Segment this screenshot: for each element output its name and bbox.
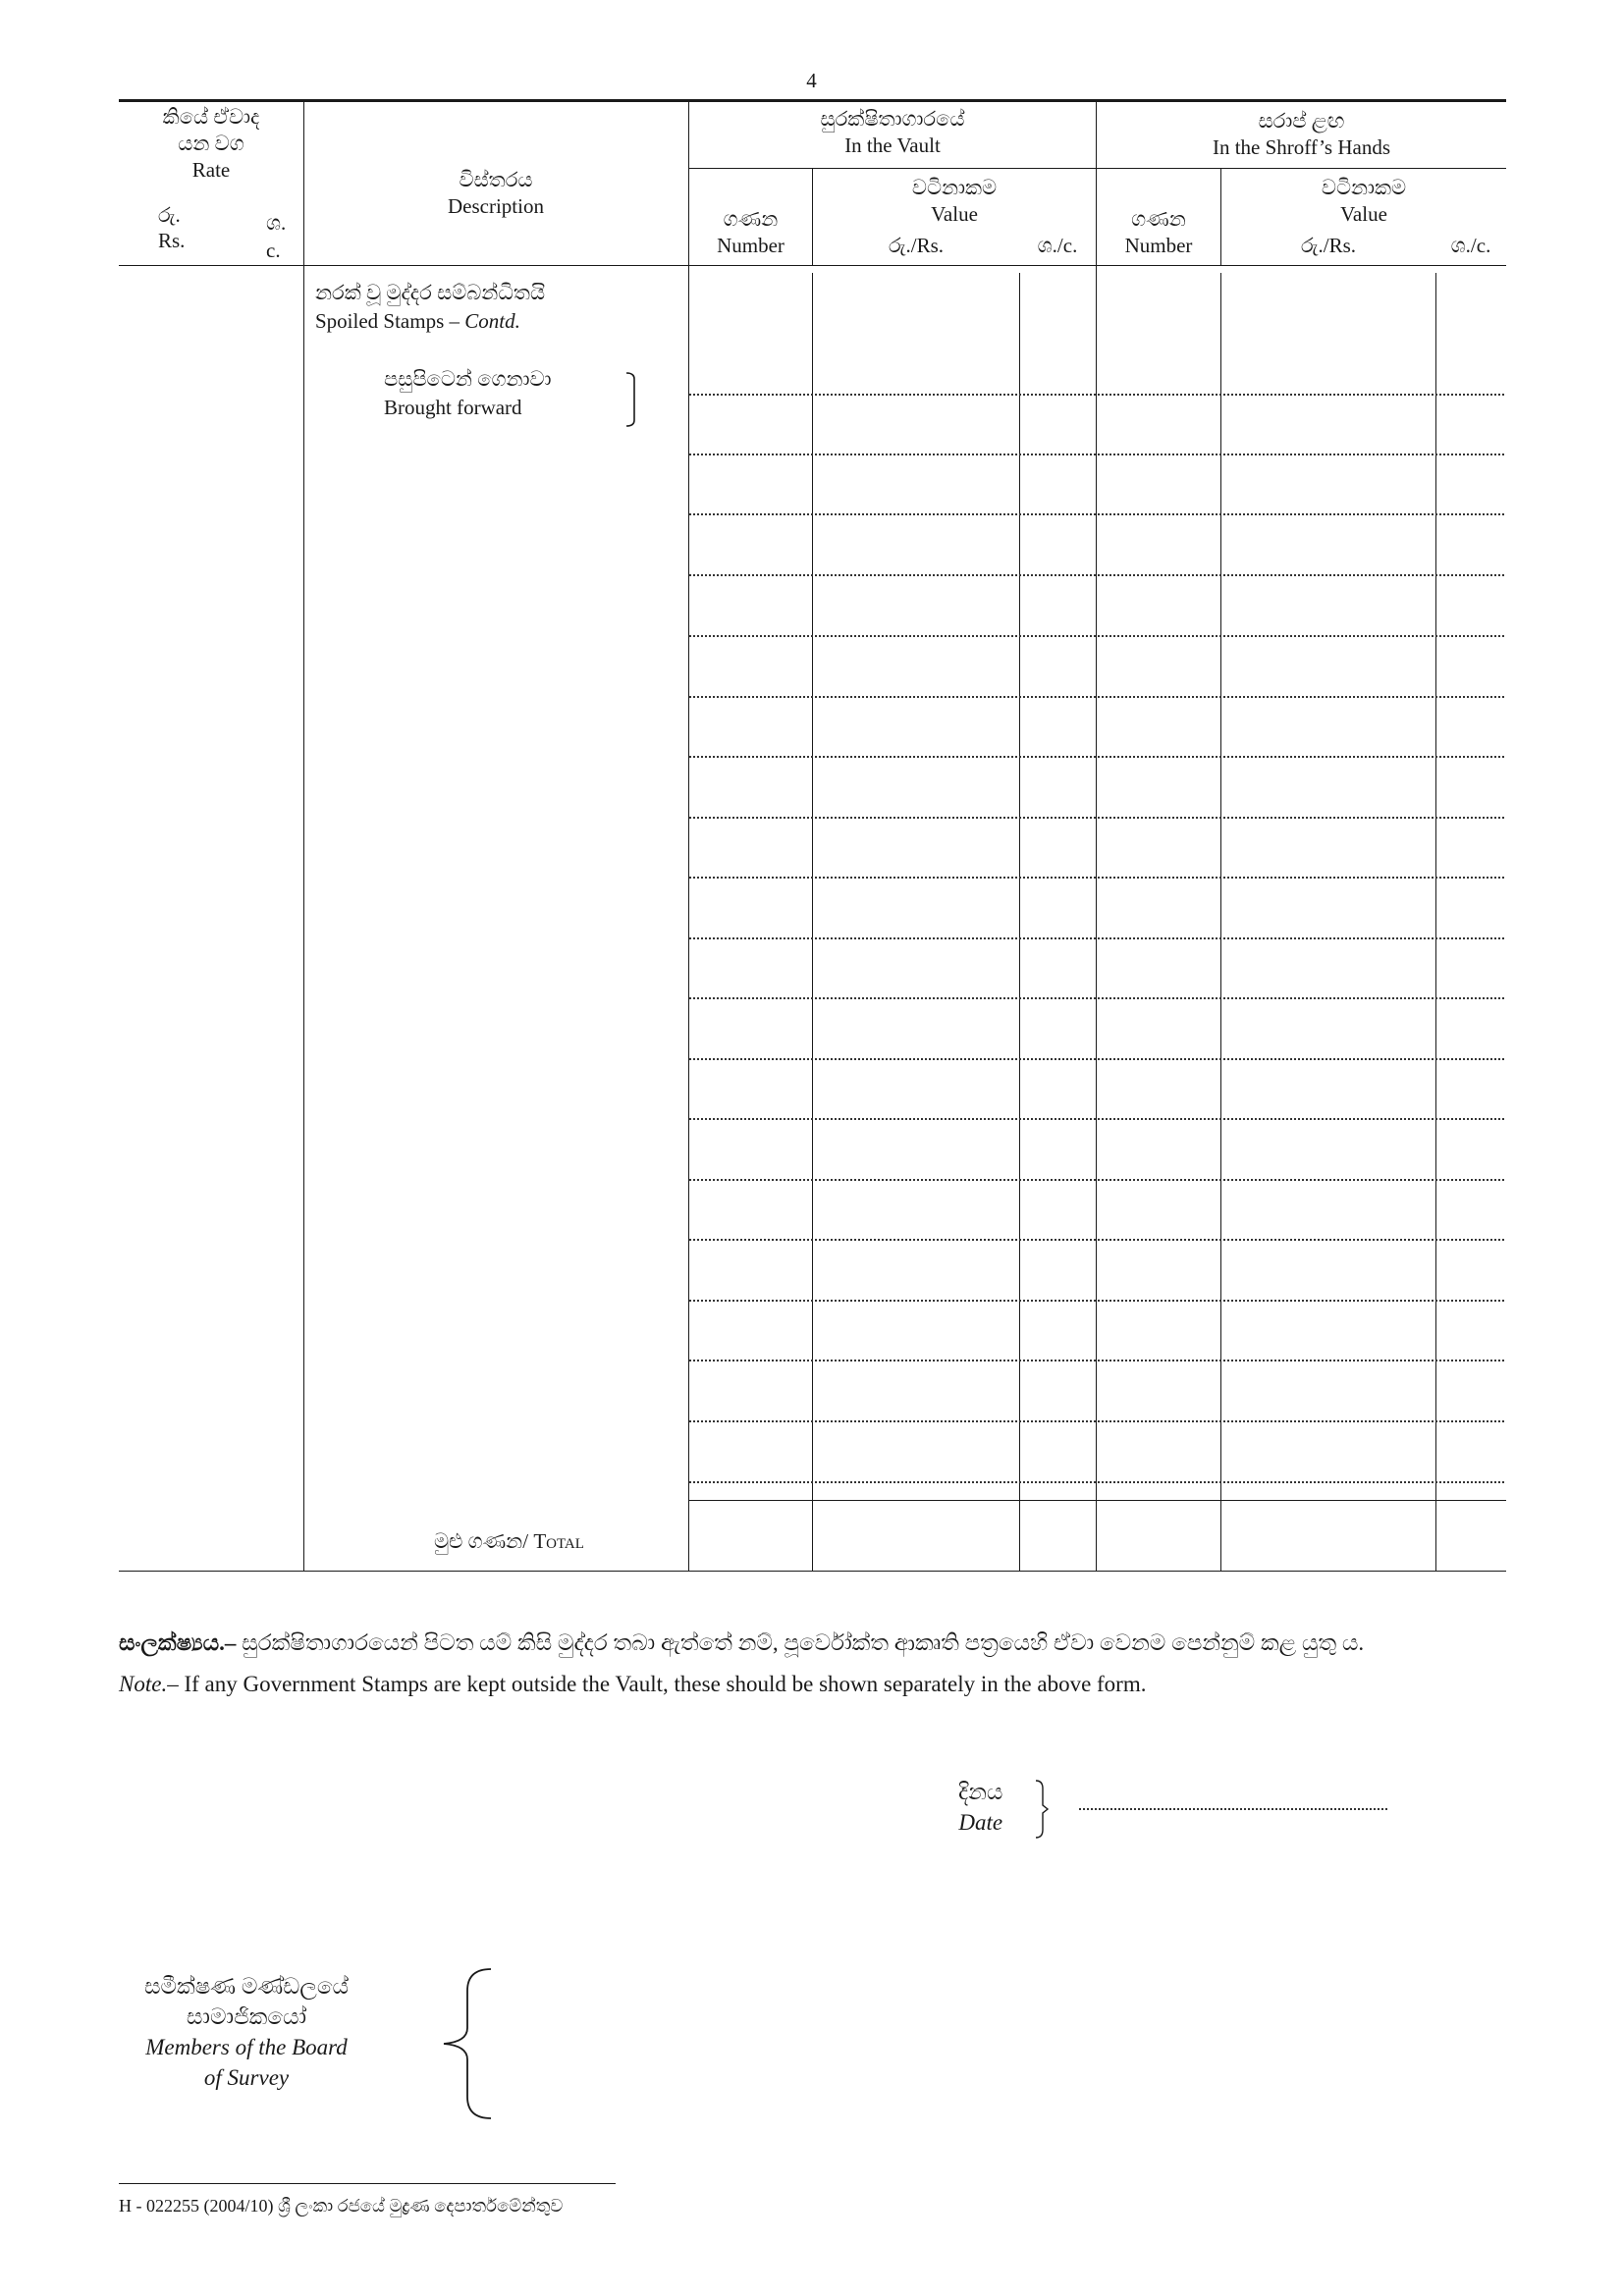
- shroff-c-header: ශ./c.: [1450, 234, 1491, 257]
- shroff-si: සරාප් ළඟ: [1258, 109, 1345, 133]
- vault-value-header: [813, 175, 1096, 228]
- dotted-line[interactable]: [689, 1179, 1504, 1181]
- col-divider-vault: [1096, 102, 1097, 1571]
- section-title-en-italic: Contd.: [464, 309, 520, 333]
- vault-value-en: Value: [931, 202, 978, 226]
- shroff-number-header: [1097, 206, 1220, 259]
- shroff-number-en: Number: [1124, 234, 1193, 257]
- vault-si: සුරක්ෂිතාගාරයේ: [820, 107, 965, 131]
- col-divider-vault-rs: [1019, 273, 1020, 1571]
- dotted-line[interactable]: [689, 1239, 1504, 1241]
- vault-number-en: Number: [717, 234, 784, 257]
- members-si-line1: සමීක්ෂණ මණ්ඩලයේ: [143, 1974, 350, 1999]
- members-en-line1: Members of the Board: [145, 2035, 348, 2059]
- dotted-line[interactable]: [689, 1420, 1504, 1422]
- note-en-label: Note.: [119, 1672, 168, 1696]
- section-title-en: [315, 307, 545, 336]
- rate-c-en: c.: [266, 239, 281, 262]
- dotted-line[interactable]: [689, 394, 1504, 396]
- vault-en: In the Vault: [844, 133, 941, 157]
- shroff-rs-header: රු./Rs.: [1300, 234, 1357, 257]
- members-en-line2: of Survey: [203, 2065, 290, 2090]
- note-english: [119, 1667, 1146, 1701]
- description-en: Description: [448, 194, 544, 218]
- dotted-line[interactable]: [689, 696, 1504, 698]
- shroff-en: In the Shroff’s Hands: [1212, 135, 1390, 159]
- vault-c-header: ශ./c.: [1037, 234, 1078, 257]
- brought-forward-bracket-icon: [624, 371, 640, 428]
- shroff-value-en: Value: [1340, 202, 1387, 226]
- table-top-rule: [119, 99, 1506, 102]
- date-en: Date: [958, 1810, 1003, 1835]
- col-divider-rate: [303, 102, 304, 1571]
- date-input-line[interactable]: [1079, 1808, 1387, 1810]
- rate-header: [119, 104, 303, 184]
- description-si: විස්තරය: [459, 168, 533, 191]
- rate-rs-si: රු.: [158, 203, 181, 227]
- shroff-number-si: ගණන: [1131, 207, 1186, 231]
- dotted-line[interactable]: [689, 877, 1504, 879]
- brought-forward-en: Brought forward: [384, 396, 522, 419]
- dotted-line[interactable]: [689, 1118, 1504, 1120]
- vault-number-si: ගණන: [723, 207, 779, 231]
- dotted-line[interactable]: [689, 513, 1504, 515]
- shroff-value-si: වටිනාකම: [1321, 176, 1407, 199]
- col-divider-vault-number: [812, 273, 813, 1571]
- date-bracket-icon: [1034, 1779, 1050, 1840]
- total-label-si: මුළු ගණන/: [434, 1529, 529, 1553]
- rate-en: Rate: [191, 158, 231, 182]
- total-label-en: Total: [533, 1529, 584, 1553]
- note-si-text: සුරක්ෂිතාගාරයෙන් පිටත යම් කිසි මුද්දර තබා ඇත්තේ නම්, පූර්වෝක්ත ආකෘති පත්‍රයෙහි ඒවා වෙනම පෙන්නුම් කළ යුතු ය.: [236, 1630, 1365, 1655]
- dotted-line[interactable]: [689, 1360, 1504, 1362]
- dotted-line[interactable]: [689, 817, 1504, 819]
- section-title-si: නරක් වූ මුද්දර සම්බන්ධිතයි: [315, 281, 546, 304]
- date-si: දිනය: [958, 1780, 1003, 1804]
- note-si-label: සංලක්ෂ්‍යය.–: [119, 1630, 237, 1655]
- description-header: [303, 167, 688, 220]
- rate-c-si: ශ.: [266, 211, 287, 235]
- shroff-value-header: [1221, 175, 1506, 228]
- section-title: [315, 279, 545, 336]
- footer-rule: [119, 2183, 616, 2184]
- rate-si-line2: යන වග: [178, 132, 244, 155]
- members-brace-icon: [440, 1967, 495, 2120]
- vault-header: [689, 106, 1096, 159]
- vault-number-header: [689, 206, 812, 259]
- vault-rs-header: රු./Rs.: [888, 234, 945, 257]
- dotted-line[interactable]: [689, 635, 1504, 637]
- dotted-line[interactable]: [689, 1058, 1504, 1060]
- dotted-line[interactable]: [689, 454, 1504, 455]
- dotted-line[interactable]: [689, 997, 1504, 999]
- page-number: 4: [806, 69, 817, 92]
- rate-si-line1: කියේ ඒවාද: [162, 105, 260, 129]
- note-en-text: – If any Government Stamps are kept outside the Vault, these should be shown separately in the above form.: [167, 1672, 1147, 1696]
- members-label: [129, 1971, 364, 2093]
- col-divider-shroff-rs: [1435, 273, 1436, 1571]
- note-sinhala: [119, 1626, 1364, 1660]
- col-divider-desc: [688, 102, 689, 1571]
- vault-value-si: වටිනාකම: [911, 176, 998, 199]
- rate-rs-en: Rs.: [158, 229, 186, 252]
- col-divider-shroff-number: [1220, 273, 1221, 1571]
- members-si-line2: සාමාජිකයෝ: [186, 2004, 307, 2029]
- dotted-line[interactable]: [689, 756, 1504, 758]
- date-label: [958, 1777, 1002, 1838]
- dotted-line[interactable]: [689, 937, 1504, 939]
- table-bottom-rule: [119, 1571, 1506, 1572]
- dotted-line[interactable]: [689, 574, 1504, 576]
- footer-imprint: H - 022255 (2004/10) ශ්‍රී ලංකා රජයේ මුද්‍රණ දෙපාර්තමේන්තුව: [119, 2196, 564, 2216]
- dotted-line[interactable]: [689, 1481, 1504, 1483]
- total-label: [434, 1527, 584, 1556]
- brought-forward-si: පසුපිටෙන් ගෙනාවා: [384, 367, 552, 391]
- shroff-header: [1097, 108, 1506, 161]
- header-bottom-rule: [119, 265, 1506, 266]
- brought-forward-label: [384, 365, 552, 422]
- dotted-line[interactable]: [689, 1300, 1504, 1302]
- section-title-en-plain: Spoiled Stamps –: [315, 309, 465, 333]
